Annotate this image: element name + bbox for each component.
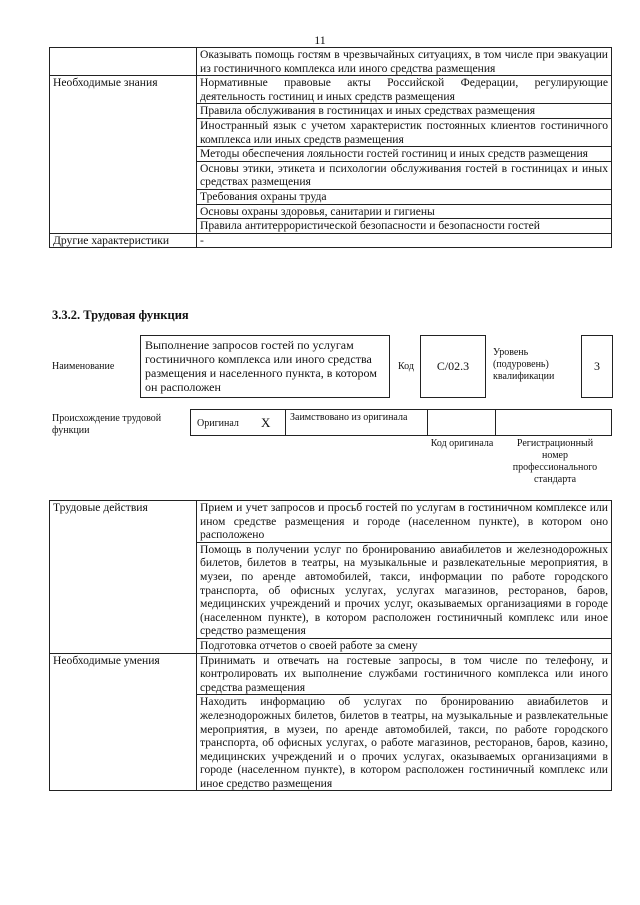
code-original-caption: Код оригинала xyxy=(430,438,494,449)
page-number: 11 xyxy=(314,33,326,47)
table-cell: Правила обслуживания в гостиницах и иных средствах размещения xyxy=(197,104,612,119)
table-cell: Прием и учет запросов и просьб гостей по услугам в гостиничном комплексе или ином средстве размещения и городе (населенном пункте), в котором оно расположено xyxy=(197,501,612,543)
knowledge-table xyxy=(49,47,612,248)
table-cell: Методы обеспечения лояльности гостей гостиниц и иных средств размещения xyxy=(197,147,612,162)
table-cell: Основы этики, этикета и психологии обслуживания гостей в гостиницах и иных средствах размещения xyxy=(197,161,612,189)
borrowed-cell xyxy=(286,410,428,435)
table-row xyxy=(50,501,612,543)
table-cell: Требования охраны труда xyxy=(197,189,612,204)
code-original-cell xyxy=(428,410,496,435)
reg-number-caption: Регистрационный номер профессионального стандарта xyxy=(512,438,598,485)
row-label-skills: Необходимые умения xyxy=(50,653,197,791)
origin-label: Происхождение трудовой функции xyxy=(52,413,162,436)
table-row xyxy=(50,48,612,76)
row-label-knowledge: Необходимые знания xyxy=(50,76,197,234)
level-box: 3 xyxy=(581,335,613,398)
table-cell: Принимать и отвечать на гостевые запросы, в том числе по телефону, и контролировать их выполнение службами гостиничного комплекса или иного средства размещения xyxy=(197,653,612,695)
row-label-actions: Трудовые действия xyxy=(50,501,197,654)
table-cell: Нормативные правовые акты Российской Федерации, регулирующие деятельность гостиниц и иных средств размещения xyxy=(197,76,612,104)
table-cell: Иностранный язык с учетом характеристик постоянных клиентов гостиничного комплекса или иных средств размещения xyxy=(197,118,612,146)
table-cell: - xyxy=(197,233,612,248)
function-name-box: Выполнение запросов гостей по услугам гостиничного комплекса или иного средства размещения и населенного пункта, в котором он расположен xyxy=(140,335,390,398)
table-row xyxy=(50,653,612,695)
table-cell: Правила антитеррористической безопасности и безопасности гостей xyxy=(197,219,612,234)
code-box: C/02.3 xyxy=(420,335,486,398)
origin-row xyxy=(190,409,612,436)
table-cell: Помощь в получении услуг по бронированию авиабилетов и железнодорожных билетов, билетов в театры, на музыкальные и развлекательные мероприятия, в музеи, по аренде автомобилей, такси, информации по работе городского транспорта, об офисных услугах, услугах магазинов, ресторанов, баров, медицинских учреждений и прочих услуг, оказываемых организациями в городе (населенном пункте), в котором расположен гостиничный комплекс или иное средство размещения xyxy=(197,542,612,638)
section-title: 3.3.2. Трудовая функция xyxy=(52,308,189,322)
row-label-other: Другие характеристики xyxy=(50,233,197,248)
table-cell: Находить информацию об услугах по бронированию авиабилетов и железнодорожных билетов, билетов в театры, на музыкальные и развлекательные мероприятия, в музеи, по аренде автомобилей, такси, по работе городского транспорта, об офисных услугах, о работе магазинов, ресторанов, баров, казино, медицинских учреждений и о прочих услугах, оказываемых организациями в городе (населенном пункте), в котором расположен гостиничный комплекс или иное средство размещения xyxy=(197,695,612,791)
table-cell: Основы охраны здоровья, санитарии и гигиены xyxy=(197,204,612,219)
original-label: Оригинал xyxy=(197,418,239,429)
borrowed-label: Заимствовано из оригинала xyxy=(290,412,408,423)
actions-table xyxy=(49,500,612,791)
table-cell: Подготовка отчетов о своей работе за смену xyxy=(197,638,612,653)
original-mark: X xyxy=(261,415,271,430)
level-label: Уровень (подуровень) квалификации xyxy=(493,347,555,382)
reg-number-cell xyxy=(496,410,611,435)
table-row xyxy=(50,233,612,248)
table-cell: Оказывать помощь гостям в чрезвычайных ситуациях, в том числе при эвакуации из гостиничного комплекса или иного средства размещения xyxy=(197,48,612,76)
table-row xyxy=(50,76,612,104)
name-label: Наименование xyxy=(52,361,115,372)
original-cell xyxy=(191,410,286,435)
row-label xyxy=(50,48,197,76)
code-label: Код xyxy=(398,361,414,372)
